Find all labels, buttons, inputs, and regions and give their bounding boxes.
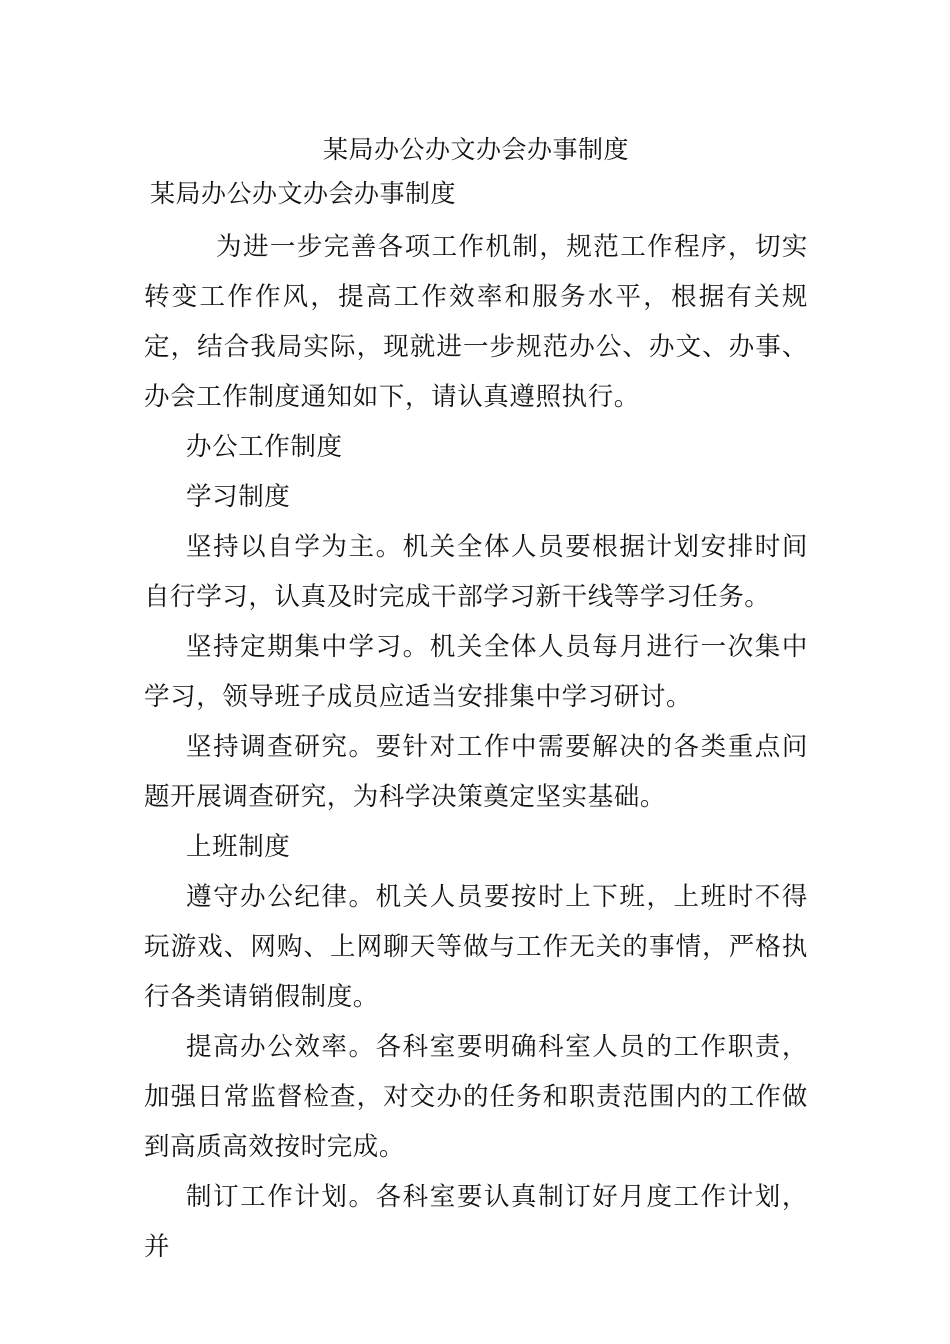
work-paragraph-3: 制订工作计划。各科室要认真制订好月度工作计划，并 (144, 1182, 808, 1262)
study-paragraph-2: 坚持定期集中学习。机关全体人员每月进行一次集中学习，领导班子成员应适当安排集中学习研讨。 (144, 632, 808, 712)
work-paragraph-1: 遵守办公纪律。机关人员要按时上下班，上班时不得玩游戏、网购、上网聊天等做与工作无关的事情，严格执行各类请销假制度。 (144, 882, 808, 1012)
section-heading-work: 上班制度 (186, 832, 291, 862)
intro-paragraph: 为进一步完善各项工作机制，规范工作程序，切实转变工作作风，提高工作效率和服务水平，根据有关规定，结合我局实际，现就进一步规范办公、办文、办事、办会工作制度通知如下，请认真遵照执行。 (144, 232, 808, 412)
work-paragraph-2: 提高办公效率。各科室要明确科室人员的工作职责，加强日常监督检查，对交办的任务和职责范围内的工作做到高质高效按时完成。 (144, 1032, 808, 1162)
section-heading-study: 学习制度 (186, 482, 291, 512)
study-paragraph-3: 坚持调查研究。要针对工作中需要解决的各类重点问题开展调查研究，为科学决策奠定坚实基础。 (144, 732, 808, 812)
study-paragraph-1: 坚持以自学为主。机关全体人员要根据计划安排时间自行学习，认真及时完成干部学习新干线等学习任务。 (144, 532, 808, 612)
section-heading-office: 办公工作制度 (186, 432, 343, 462)
document-body (144, 128, 808, 1272)
document-title: 某局办公办文办会办事制度 (322, 135, 629, 164)
document-subtitle: 某局办公办文办会办事制度 (150, 179, 457, 208)
